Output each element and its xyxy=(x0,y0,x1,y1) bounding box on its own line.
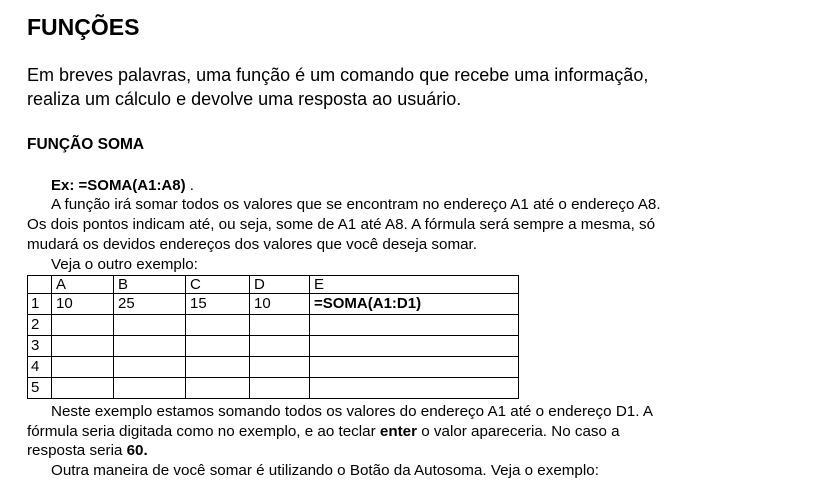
column-header-d: D xyxy=(250,276,310,294)
paragraph3-line-2-b: o valor apareceria. No caso a xyxy=(417,423,620,440)
table-row xyxy=(28,378,519,399)
paragraph3-line-3 xyxy=(27,442,148,459)
row-number: 2 xyxy=(28,315,52,336)
sheet-cell xyxy=(114,357,186,378)
paragraph4: Outra maneira de você somar é utilizando o Botão da Autosoma. Veja o exemplo: xyxy=(51,462,599,479)
sheet-cell xyxy=(114,378,186,399)
sheet-cell xyxy=(250,357,310,378)
sheet-cell xyxy=(186,315,250,336)
paragraph2: Veja o outro exemplo: xyxy=(51,256,198,273)
sheet-cell xyxy=(114,315,186,336)
enter-keyword: enter xyxy=(379,423,418,440)
sheet-cell: 15 xyxy=(186,294,250,315)
paragraph3-line-3-a: resposta seria xyxy=(27,442,127,459)
intro-line-1: Em breves palavras, uma função é um comando que recebe uma informação, xyxy=(27,65,649,85)
paragraph3-line-2-a: fórmula seria digitada como no exemplo, e ao teclar xyxy=(27,423,380,440)
sheet-cell xyxy=(250,315,310,336)
sheet-corner-cell xyxy=(28,276,52,294)
row-number: 4 xyxy=(28,357,52,378)
example-label: Ex: =SOMA(A1:A8) xyxy=(51,177,186,194)
column-header-a: A xyxy=(52,276,114,294)
paragraph1-line-3: mudará os devidos endereços dos valores que você deseja somar. xyxy=(27,236,477,253)
sheet-cell xyxy=(310,378,519,399)
column-header-e: E xyxy=(310,276,519,294)
sheet-cell xyxy=(310,315,519,336)
sheet-cell xyxy=(310,336,519,357)
sheet-header-row xyxy=(28,276,519,294)
page-title: FUNÇÕES xyxy=(27,14,140,40)
example-formula xyxy=(51,177,194,194)
sheet-cell xyxy=(52,336,114,357)
sheet-cell xyxy=(52,378,114,399)
paragraph3-line-2 xyxy=(27,423,620,440)
table-row xyxy=(28,357,519,378)
table-row xyxy=(28,294,519,315)
spreadsheet-example xyxy=(27,275,519,399)
result-value: 60. xyxy=(126,442,148,459)
row-number: 3 xyxy=(28,336,52,357)
intro-line-2: realiza um cálculo e devolve uma resposta ao usuário. xyxy=(27,89,462,109)
sheet-cell xyxy=(250,378,310,399)
sheet-cell xyxy=(186,357,250,378)
paragraph1-line-2: Os dois pontos indicam até, ou seja, some de A1 até A8. A fórmula será sempre a mesma, só xyxy=(27,216,656,233)
row-number: 1 xyxy=(28,294,52,315)
sheet-cell xyxy=(114,336,186,357)
table-row xyxy=(28,315,519,336)
sheet-cell xyxy=(250,336,310,357)
example-tail: . xyxy=(185,177,194,194)
paragraph1-line-1: A função irá somar todos os valores que se encontram no endereço A1 até o endereço A8. xyxy=(51,196,661,213)
row-number: 5 xyxy=(28,378,52,399)
sheet-cell xyxy=(52,315,114,336)
section-title: FUNÇÃO SOMA xyxy=(27,136,145,153)
column-header-b: B xyxy=(114,276,186,294)
sheet-cell xyxy=(310,357,519,378)
sheet-cell: =SOMA(A1:D1) xyxy=(310,294,519,315)
paragraph3-line-1: Neste exemplo estamos somando todos os valores do endereço A1 até o endereço D1. A xyxy=(51,403,653,420)
sheet-cell: 10 xyxy=(52,294,114,315)
sheet-cell: 25 xyxy=(114,294,186,315)
sheet-cell xyxy=(186,336,250,357)
sheet-cell xyxy=(52,357,114,378)
column-header-c: C xyxy=(186,276,250,294)
table-row xyxy=(28,336,519,357)
sheet-cell xyxy=(186,378,250,399)
sheet-cell: 10 xyxy=(250,294,310,315)
